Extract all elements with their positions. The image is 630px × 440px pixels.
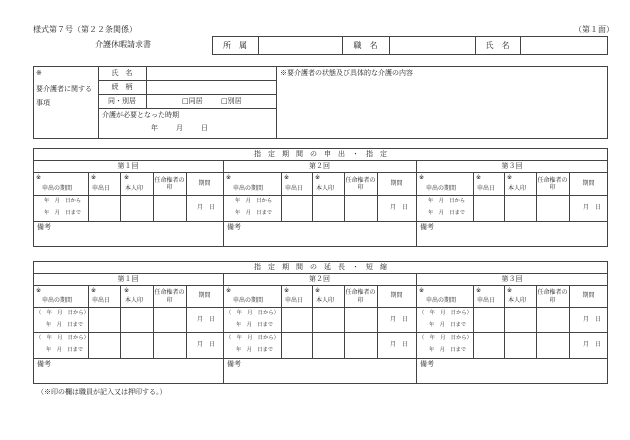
mark: ※ xyxy=(36,287,42,294)
mark: ※ xyxy=(226,287,232,294)
month-day: 月 日 xyxy=(390,316,409,323)
remarks-label: 備考 xyxy=(420,223,434,231)
period-from: （ 年 月 日から） xyxy=(226,335,279,341)
name-field[interactable] xyxy=(521,37,607,54)
duration-header: 期間 xyxy=(390,179,403,187)
mark: ※ xyxy=(419,174,425,181)
affiliation-field[interactable] xyxy=(259,37,341,54)
mark: ※ xyxy=(124,287,130,294)
care-state-field[interactable] xyxy=(277,80,607,138)
authority-seal-header: 任命権者の印 xyxy=(345,289,376,304)
period-to: 年 月 日まで xyxy=(46,322,84,328)
period-to: 年 月 日まで xyxy=(429,322,467,328)
period-from: 年 月 日から xyxy=(235,198,273,204)
month-day: 月 日 xyxy=(197,341,216,348)
care-section-label: 要介護者に関する事項 xyxy=(36,85,92,107)
extend-round-3-header: 第３回 xyxy=(501,274,523,283)
period-from: （ 年 月 日から） xyxy=(36,335,89,341)
period-to: 年 月 日まで xyxy=(236,322,274,328)
period-from: （ 年 月 日から） xyxy=(419,335,472,341)
authority-seal-header: 任命権者の印 xyxy=(345,176,376,191)
mark: ※ xyxy=(419,287,425,294)
request-date-header: 申出日 xyxy=(285,297,304,304)
page-number: （第１面） xyxy=(574,25,614,34)
period-from: （ 年 月 日から） xyxy=(36,310,89,316)
period-from: （ 年 月 日から） xyxy=(419,310,472,316)
mark: ※ xyxy=(507,174,513,181)
month-day: 月 日 xyxy=(583,316,602,323)
month-label: 月 xyxy=(176,124,183,132)
care-mark: ※ xyxy=(36,69,42,77)
remarks-label: 備考 xyxy=(420,360,434,368)
mark: ※ xyxy=(284,174,290,181)
position-field[interactable] xyxy=(390,37,474,54)
request-date-header: 申出日 xyxy=(285,185,304,192)
footer-note: （※印の欄は職員が記入又は押印する。） xyxy=(37,388,167,396)
care-state-label: ※要介護者の状態及び具体的な介護の内容 xyxy=(280,69,413,77)
period-request-header: 申出の期間 xyxy=(233,297,264,304)
mark: ※ xyxy=(91,174,97,181)
authority-seal-header: 任命権者の印 xyxy=(537,176,568,191)
period-to: 年 月 日まで xyxy=(428,210,466,216)
period-from: 年 月 日から xyxy=(428,198,466,204)
mark: ※ xyxy=(36,174,42,181)
form-number: 様式第７号（第２２条関係） xyxy=(33,25,137,34)
request-date-header: 申出日 xyxy=(92,185,111,192)
period-from: （ 年 月 日から） xyxy=(226,310,279,316)
month-day: 月 日 xyxy=(390,204,409,211)
relationship-field[interactable] xyxy=(147,81,275,93)
mark: ※ xyxy=(284,287,290,294)
period-request-header: 申出の期間 xyxy=(426,185,457,192)
period-request-header: 申出の期間 xyxy=(42,185,73,192)
mark: ※ xyxy=(226,174,232,181)
period-to: 年 月 日まで xyxy=(44,210,82,216)
period-to: 年 月 日まで xyxy=(236,347,274,353)
seal-header: 本人印 xyxy=(316,297,335,304)
form-title: 介護休暇請求書 xyxy=(95,40,151,49)
month-day: 月 日 xyxy=(197,316,216,323)
month-day: 月 日 xyxy=(583,204,602,211)
mark: ※ xyxy=(507,287,513,294)
mark: ※ xyxy=(315,174,321,181)
apply-round-2-header: 第２回 xyxy=(309,161,330,170)
name-label: 氏 名 xyxy=(485,40,510,50)
duration-header: 期間 xyxy=(198,292,211,300)
period-to: 年 月 日まで xyxy=(46,347,84,353)
duration-header: 期間 xyxy=(198,179,211,187)
cohabit-checkbox[interactable]: □同居 xyxy=(182,97,203,105)
period-to: 年 月 日まで xyxy=(235,210,273,216)
request-date-header: 申出日 xyxy=(92,297,111,304)
day-label: 日 xyxy=(201,124,208,132)
separate-checkbox[interactable]: □別居 xyxy=(221,97,242,105)
period-to: 年 月 日まで xyxy=(429,347,467,353)
period-request-header: 申出の期間 xyxy=(426,297,457,304)
extend-round-2-header: 第２回 xyxy=(309,274,330,283)
recipient-name-label: 氏 名 xyxy=(111,68,133,77)
month-day: 月 日 xyxy=(583,341,602,348)
care-start-label: 介護が必要となった時期 xyxy=(102,111,179,119)
seal-header: 本人印 xyxy=(508,185,527,192)
relationship-label: 続 柄 xyxy=(111,82,133,91)
duration-header: 期間 xyxy=(582,179,595,187)
authority-seal-header: 任命権者の印 xyxy=(537,289,568,304)
extend-round-1-header: 第１回 xyxy=(117,274,139,283)
duration-header: 期間 xyxy=(390,292,403,300)
mark: ※ xyxy=(476,174,482,181)
period-request-header: 申出の期間 xyxy=(233,185,264,192)
remarks-label: 備考 xyxy=(227,360,241,368)
position-label: 職 名 xyxy=(353,40,378,50)
authority-seal-header: 任命権者の印 xyxy=(154,176,185,191)
remarks-label: 備考 xyxy=(227,223,241,231)
affiliation-label: 所 属 xyxy=(223,40,247,50)
apply-round-1-header: 第１回 xyxy=(117,161,139,170)
seal-header: 本人印 xyxy=(125,297,144,304)
mark: ※ xyxy=(91,287,97,294)
period-request-header: 申出の期間 xyxy=(42,297,73,304)
mark: ※ xyxy=(315,287,321,294)
authority-seal-header: 任命権者の印 xyxy=(154,289,185,304)
remarks-label: 備考 xyxy=(37,223,51,231)
month-day: 月 日 xyxy=(197,204,216,211)
year-label: 年 xyxy=(151,124,158,132)
seal-header: 本人印 xyxy=(125,185,144,192)
request-date-header: 申出日 xyxy=(477,185,496,192)
seal-header: 本人印 xyxy=(316,185,335,192)
month-day: 月 日 xyxy=(390,341,409,348)
apply-section-title: 指 定 期 間 の 申 出 ・ 指 定 xyxy=(254,149,387,158)
remarks-label: 備考 xyxy=(37,360,51,368)
mark: ※ xyxy=(124,174,130,181)
extend-section-title: 指 定 期 間 の 延 長 ・ 短 縮 xyxy=(254,262,387,271)
request-date-header: 申出日 xyxy=(477,297,496,304)
mark: ※ xyxy=(476,287,482,294)
cohabit-label: 同・別居 xyxy=(108,96,136,105)
period-from: 年 月 日から xyxy=(44,198,82,204)
recipient-name-field[interactable] xyxy=(147,67,275,79)
duration-header: 期間 xyxy=(582,292,595,300)
seal-header: 本人印 xyxy=(508,297,527,304)
apply-round-3-header: 第３回 xyxy=(501,161,523,170)
